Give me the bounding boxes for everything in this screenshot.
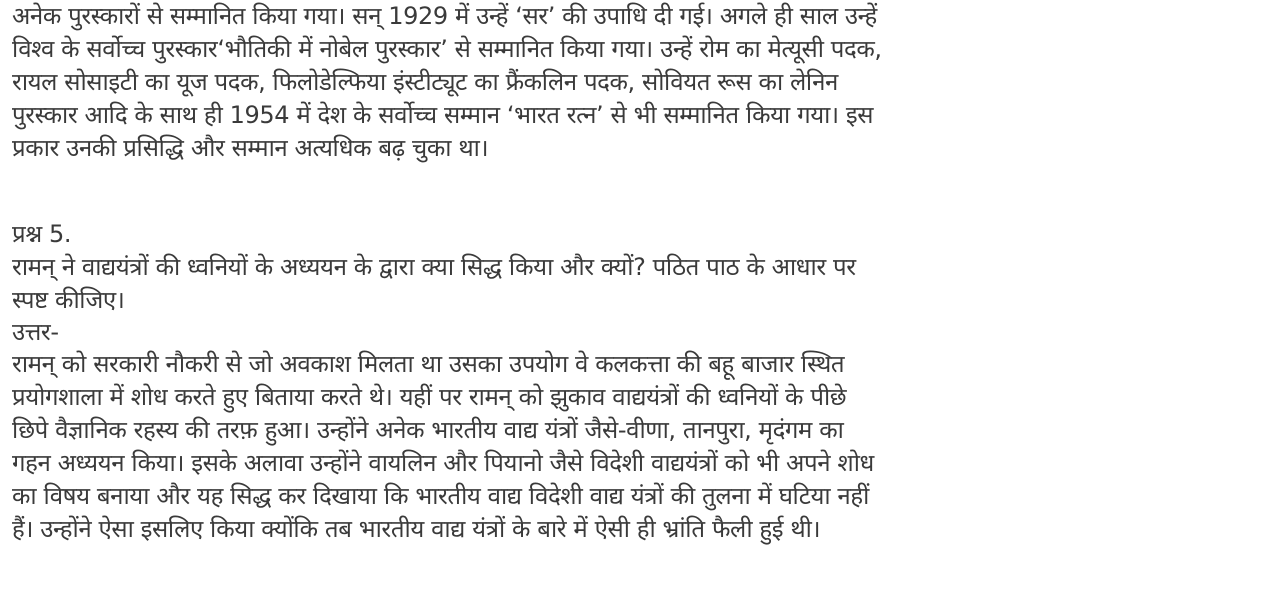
- answer-text-line: रामन् को सरकारी नौकरी से जो अवकाश मिलता था उसका उपयोग वे कलकत्ता की बहू बाजार स्थित: [12, 350, 845, 378]
- intro-paragraph: [12, 0, 1270, 165]
- answer-text-line: प्रयोगशाला में शोध करते हुए बिताया करते थे। यहीं पर रामन् को झुकाव वाद्ययंत्रों की ध्वनियों के पीछे: [12, 383, 847, 411]
- text-line: अनेक पुरस्कारों से सम्मानित किया गया। सन् 1929 में उन्हें ‘सर’ की उपाधि दी गई। अगले ही साल उन्हें: [12, 2, 877, 30]
- text-line: प्रकार उनकी प्रसिद्धि और सम्मान अत्यधिक बढ़ चुका था।: [12, 134, 489, 162]
- question-label: प्रश्न 5.: [12, 220, 72, 248]
- section-spacer: [12, 165, 1270, 218]
- answer-label: उत्तर-: [12, 318, 59, 346]
- question-text-line: स्पष्ट कीजिए।: [12, 286, 125, 314]
- question-text-line: रामन् ने वाद्ययंत्रों की ध्वनियों के अध्ययन के द्वारा क्या सिद्ध किया और क्यों? पठित पाठ के आधार पर: [12, 253, 856, 281]
- answer-text-line: हैं। उन्होंने ऐसा इसलिए किया क्योंकि तब भारतीय वाद्य यंत्रों के बारे में ऐसी ही भ्रांति फैली हुई थी।: [12, 515, 821, 543]
- document-page: [12, 0, 1270, 546]
- text-line: पुरस्कार आदि के साथ ही 1954 में देश के सर्वोच्च सम्मान ‘भारत रत्न’ से भी सम्मानित किया गया। इस: [12, 101, 874, 129]
- answer-text-line: गहन अध्ययन किया। इसके अलावा उन्होंने वायलिन और पियानो जैसे विदेशी वाद्ययंत्रों को भी अपने शोध: [12, 449, 874, 477]
- answer-block: [12, 317, 1270, 546]
- text-line: विश्व के सर्वोच्च पुरस्कार‘भौतिकी में नोबेल पुरस्कार’ से सम्मानित किया गया। उन्हें रोम का मेत्यूसी पदक,: [12, 35, 882, 63]
- answer-text-line: छिपे वैज्ञानिक रहस्य की तरफ़ हुआ। उन्होंने अनेक भारतीय वाद्य यंत्रों जैसे-वीणा, तानपुरा, मृदंगम का: [12, 416, 844, 444]
- answer-text-line: का विषय बनाया और यह सिद्ध कर दिखाया कि भारतीय वाद्य विदेशी वाद्य यंत्रों की तुलना में घटिया नहीं: [12, 482, 869, 510]
- question-block: [12, 218, 1270, 317]
- text-line: रायल सोसाइटी का यूज पदक, फिलोडेल्फिया इंस्टीट्यूट का फ्रैंकलिन पदक, सोवियत रूस का लेनिन: [12, 68, 838, 96]
